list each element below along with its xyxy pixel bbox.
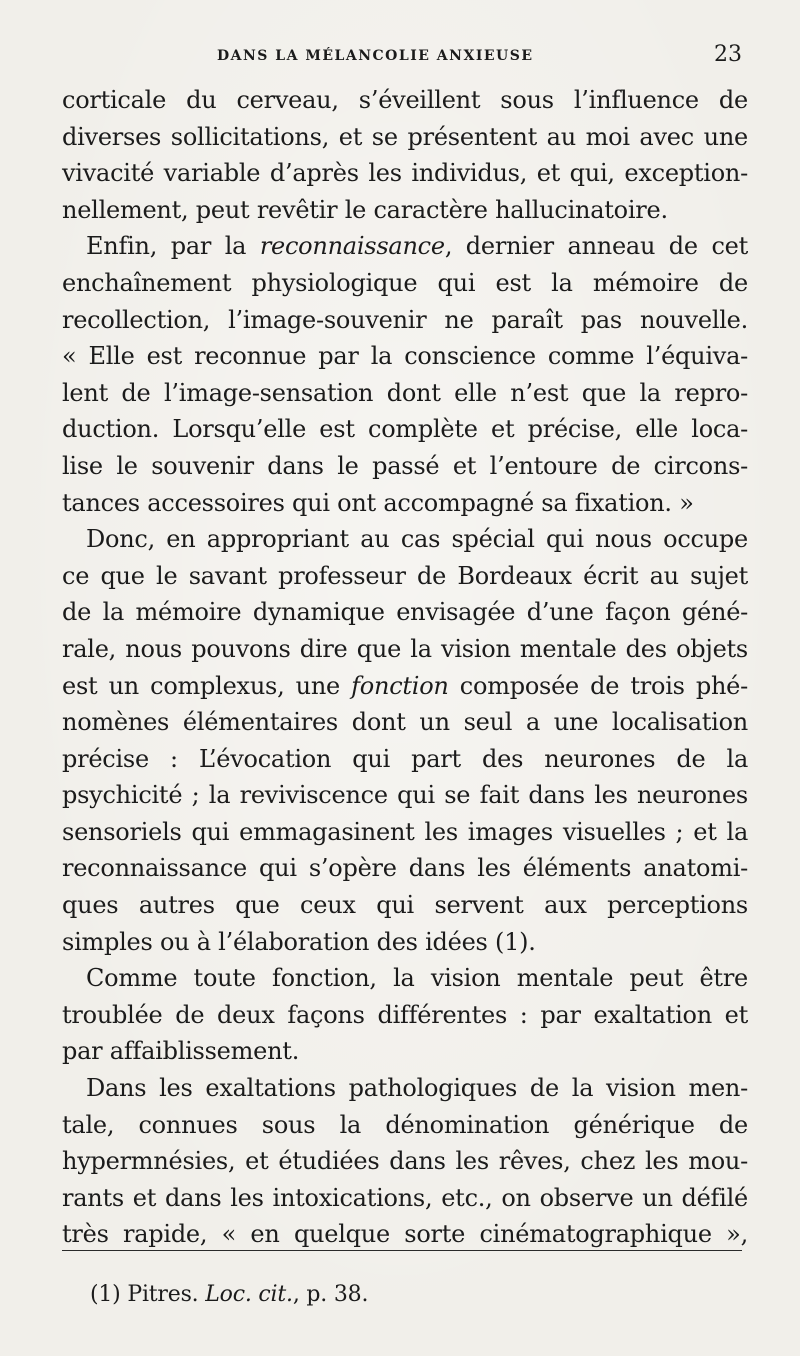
text-line: Dans les exaltations pathologiques de la vision men-: [86, 1074, 748, 1103]
text-line: de la mémoire dynamique envisagée d’une façon géné-: [62, 598, 748, 627]
footnote-marker: (1) Pitres.: [90, 1282, 206, 1307]
text-line: enchaînement physiologique qui est la mémoire de: [62, 268, 748, 297]
page-number: 23: [714, 42, 742, 67]
paragraph-4: [62, 960, 748, 1070]
text-line: ce que le savant professeur de Bordeaux écrit au sujet: [62, 561, 748, 590]
text-line: psychicité ; la reviviscence qui se fait dans les neurones: [62, 781, 748, 810]
text-line: simples ou à l’élaboration des idées (1).: [62, 927, 536, 956]
text-line: sensoriels qui emmagasinent les images visuelles ; et la: [62, 817, 748, 846]
text-line: Comme toute fonction, la vision mentale peut être: [86, 964, 748, 993]
text-run: composée de trois phé-: [448, 671, 748, 700]
running-title: DANS LA MÉLANCOLIE ANXIEUSE: [217, 48, 534, 64]
text-line: rants et dans les intoxications, etc., on observe un défilé: [62, 1183, 748, 1212]
paragraph-2: [62, 228, 748, 521]
text-line: lise le souvenir dans le passé et l’entoure de circons-: [62, 451, 748, 480]
paragraph-1: [62, 82, 748, 228]
text-line: précise : L’évocation qui part des neurones de la: [62, 744, 748, 773]
text-line: tances accessoires qui ont accompagné sa fixation. »: [62, 488, 694, 517]
text-run: est un complexus, une: [62, 671, 352, 700]
text-line: diverses sollicitations, et se présentent au moi avec une: [62, 122, 748, 151]
text-line: rale, nous pouvons dire que la vision mentale des objets: [62, 634, 748, 663]
running-head: [62, 40, 748, 82]
paragraph-5: [62, 1070, 748, 1253]
paragraph-3: [62, 521, 748, 960]
text-line: Donc, en appropriant au cas spécial qui nous occupe: [86, 525, 748, 554]
footnote: [90, 1282, 368, 1307]
text-line: troublée de deux façons différentes : par exaltation et: [62, 1000, 748, 1029]
text-run: Enfin, par la: [86, 232, 260, 261]
text-line: reconnaissance qui s’opère dans les éléments anatomi-: [62, 854, 748, 883]
italic-term: reconnaissance: [259, 232, 445, 261]
text-line: hypermnésies, et étudiées dans les rêves, chez les mou-: [62, 1147, 748, 1176]
text-line: vivacité variable d’après les individus, et qui, exception-: [62, 159, 748, 188]
text-line: nellement, peut revêtir le caractère hallucinatoire.: [62, 195, 668, 224]
text-line: tale, connues sous la dénomination générique de: [62, 1110, 748, 1139]
text-run: , dernier anneau de cet: [444, 232, 749, 261]
text-line: nomènes élémentaires dont un seul a une localisation: [62, 708, 748, 737]
footnote-rule: [62, 1250, 742, 1251]
body-text: [62, 82, 748, 1253]
text-line: [62, 668, 748, 705]
footnote-reference: Loc. cit.: [205, 1282, 293, 1307]
text-line: duction. Lorsqu’elle est complète et précise, elle loca-: [62, 415, 748, 444]
text-line: « Elle est reconnue par la conscience comme l’équiva-: [62, 342, 748, 371]
italic-term: fonction: [351, 671, 449, 700]
footnote-page: , p. 38.: [292, 1282, 369, 1307]
text-line: recollection, l’image-souvenir ne paraît pas nouvelle.: [62, 305, 748, 334]
text-line: par affaiblissement.: [62, 1037, 300, 1066]
text-line: lent de l’image-sensation dont elle n’est que la repro-: [62, 378, 748, 407]
text-line: ques autres que ceux qui servent aux perceptions: [62, 891, 748, 920]
text-line: corticale du cerveau, s’éveillent sous l’influence de: [62, 86, 748, 114]
text-line: très rapide, « en quelque sorte cinématographique »,: [62, 1220, 748, 1249]
text-line: [62, 228, 748, 265]
